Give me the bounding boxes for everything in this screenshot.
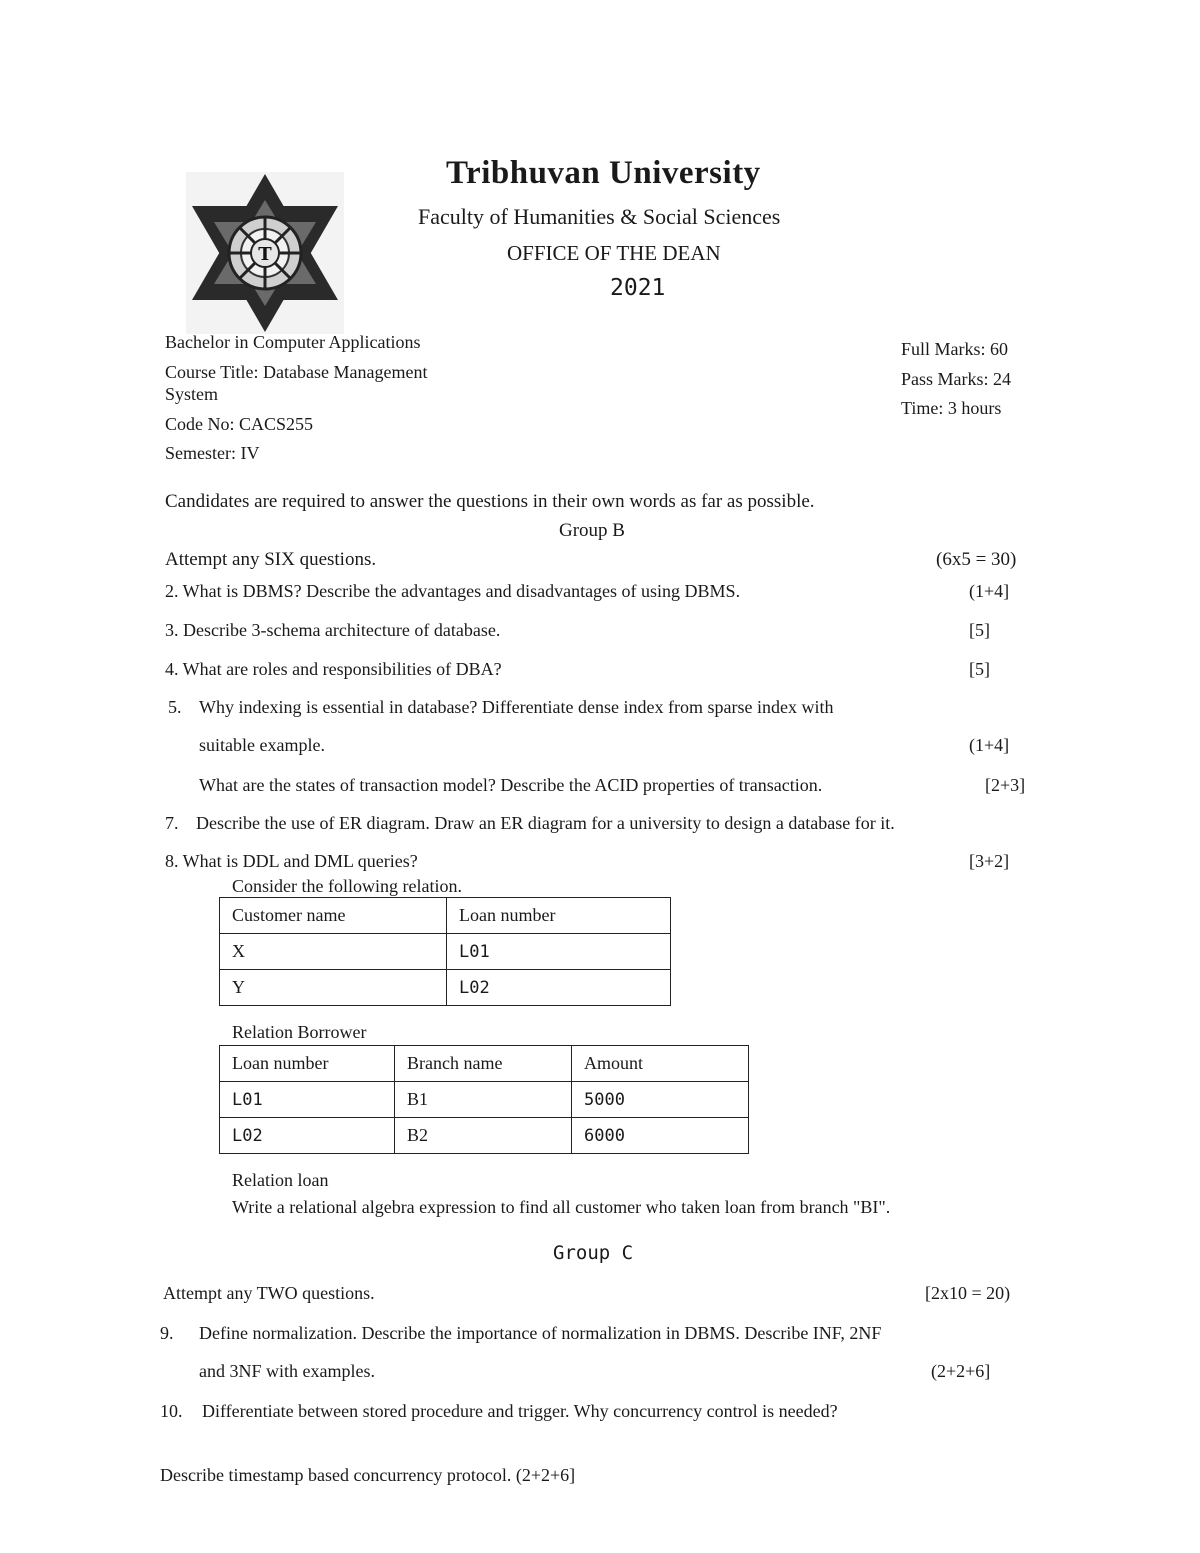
question-10-cont: Describe timestamp based concurrency protocol. (2+2+6] [160,1465,576,1485]
question-4-marks: [5] [969,659,990,679]
office-name: OFFICE OF THE DEAN [507,241,721,265]
question-8-consider: Consider the following relation. [232,876,462,896]
question-9-number: 9. [160,1323,174,1343]
group-b-marks: (6x5 = 30) [936,549,1017,570]
exam-time: Time: 3 hours [901,398,1002,418]
group-b-heading: Group B [559,520,625,541]
loan-table [219,1045,749,1154]
table-cell: B2 [395,1118,572,1154]
course-code: Code No: CACS255 [165,414,314,434]
table-header-cell: Loan number [220,1046,395,1082]
table-cell: 5000 [572,1082,749,1118]
question-6: What are the states of transaction model? Describe the ACID properties of transaction. [199,775,823,795]
question-9-cont: and 3NF with examples. [199,1361,375,1381]
question-8-marks: [3+2] [969,851,1010,871]
borrower-caption: Relation Borrower [232,1022,367,1042]
table-row [220,1082,749,1118]
question-8-task: Write a relational algebra expression to find all customer who taken loan from branch "BI". [232,1197,891,1217]
table-row [220,934,671,970]
borrower-table [219,897,671,1006]
program-name: Bachelor in Computer Applications [165,332,421,352]
table-cell: L02 [220,1118,395,1154]
faculty-name: Faculty of Humanities & Social Sciences [418,204,781,229]
table-header-cell: Customer name [220,898,447,934]
question-9: Define normalization. Describe the importance of normalization in DBMS. Describe INF, 2NF [199,1323,882,1343]
table-header-row [220,898,671,934]
question-3: 3. Describe 3-schema architecture of database. [165,620,501,640]
question-5-number: 5. [168,697,182,717]
table-cell: X [220,934,447,970]
svg-text:T: T [258,244,272,265]
table-row [220,970,671,1006]
question-3-marks: [5] [969,620,990,640]
table-cell: 6000 [572,1118,749,1154]
instructions: Candidates are required to answer the questions in their own words as far as possible. [165,491,815,512]
group-c-attempt: Attempt any TWO questions. [163,1283,375,1303]
table-header-cell: Branch name [395,1046,572,1082]
question-2-marks: (1+4] [969,581,1010,601]
table-header-cell: Loan number [447,898,671,934]
table-cell: B1 [395,1082,572,1118]
university-name: Tribhuvan University [446,155,761,191]
table-header-row [220,1046,749,1082]
group-c-heading: Group C [553,1242,634,1264]
course-title: Course Title: Database Management [165,362,428,382]
loan-caption: Relation loan [232,1170,329,1190]
table-header-cell: Amount [572,1046,749,1082]
question-6-marks: [2+3] [985,775,1026,795]
table-cell: L01 [220,1082,395,1118]
table-cell: Y [220,970,447,1006]
full-marks: Full Marks: 60 [901,339,1009,359]
question-8: 8. What is DDL and DML queries? [165,851,418,871]
pass-marks: Pass Marks: 24 [901,369,1012,389]
question-7-number: 7. [165,813,179,833]
exam-year: 2021 [610,275,666,301]
university-emblem-icon [186,172,344,334]
course-title-cont: System [165,384,219,404]
question-5-marks: (1+4] [969,735,1010,755]
table-row [220,1118,749,1154]
question-4: 4. What are roles and responsibilities of DBA? [165,659,502,679]
group-b-attempt: Attempt any SIX questions. [165,549,377,570]
question-5-cont: suitable example. [199,735,325,755]
table-cell: L02 [447,970,671,1006]
university-logo [186,172,344,334]
question-2: 2. What is DBMS? Describe the advantages and disadvantages of using DBMS. [165,581,741,601]
group-c-marks: [2x10 = 20) [925,1283,1011,1303]
semester: Semester: IV [165,443,260,463]
question-5: Why indexing is essential in database? Differentiate dense index from sparse index with [199,697,834,717]
question-10-number: 10. [160,1401,183,1421]
table-cell: L01 [447,934,671,970]
question-10: Differentiate between stored procedure and trigger. Why concurrency control is needed? [202,1401,838,1421]
question-9-marks: (2+2+6] [931,1361,991,1381]
question-7: Describe the use of ER diagram. Draw an ER diagram for a university to design a database for it. [196,813,895,833]
